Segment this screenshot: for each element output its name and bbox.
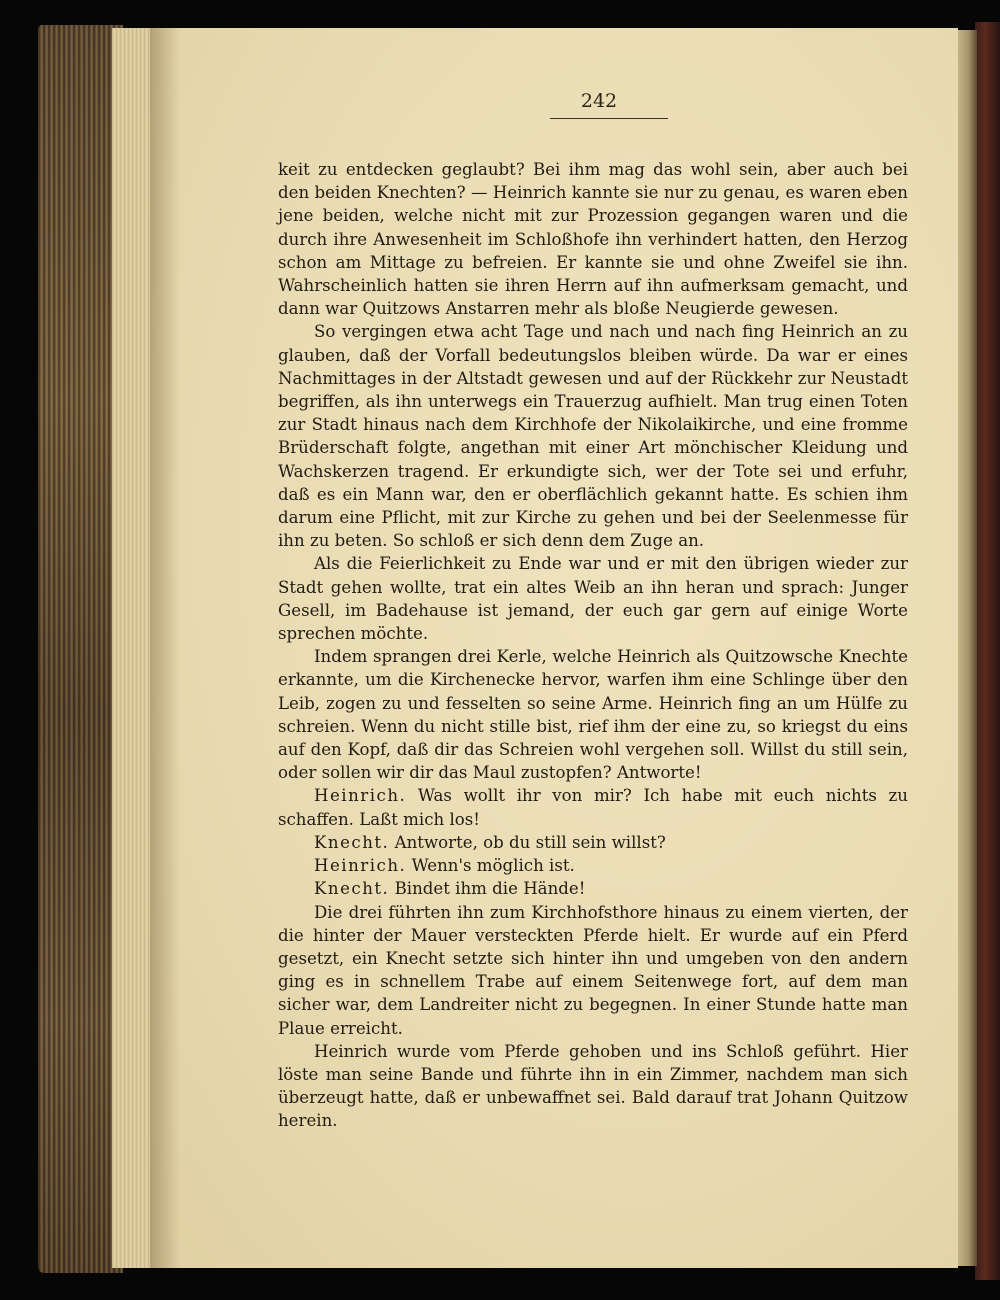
dialogue-line bbox=[278, 831, 908, 854]
speaker-name: Knecht. bbox=[314, 832, 390, 852]
dialogue-line bbox=[278, 854, 908, 877]
book-fore-edge bbox=[38, 25, 123, 1273]
speaker-name: Heinrich. bbox=[314, 856, 407, 876]
header-rule bbox=[550, 118, 668, 119]
page-number: 242 bbox=[580, 90, 618, 112]
speaker-name: Heinrich. bbox=[314, 786, 407, 806]
page-gutter bbox=[955, 30, 977, 1266]
paragraph: So vergingen etwa acht Tage und nach und nach fing Heinrich an zu glauben, daß der Vorfall bedeutungslos bleiben würde. Da war er eines Nachmittages in der Altstadt gewesen und auf der Rückkehr zur Neustadt begriffen, als ihn unterwegs ein Trauerzug aufhielt. Man trug einen Toten zur Stadt hinaus nach dem Kirchhofe der Nikolaikirche, und eine fromme Brüderschaft folgte, angethan mit einer Art mönchischer Kleidung und Wachskerzen tragend. Er erkundigte sich, wer der Tote sei und erfuhr, daß es ein Mann war, den er oberflächlich gekannt hatte. Es schien ihm darum eine Pflicht, mit zur Kirche zu gehen und bei der Seelenmesse für ihn zu beten. So schloß er sich denn dem Zuge an. bbox=[278, 322, 908, 551]
dialogue-text: Wenn's möglich ist. bbox=[411, 856, 575, 876]
body-text bbox=[278, 158, 908, 1133]
page-binding-shadow bbox=[150, 28, 180, 1268]
dialogue-text: Bindet ihm die Hände! bbox=[394, 879, 586, 899]
dialogue-text: Was wollt ihr von mir? Ich habe mit euch nichts zu schaffen. Laßt mich los! bbox=[278, 786, 908, 829]
paragraph: Indem sprangen drei Kerle, welche Heinrich als Quitzowsche Knechte erkannte, um die Kirchenecke hervor, warfen ihm eine Schlinge über den Leib, zogen zu und fesselten so seine Arme. Heinrich fing an um Hülfe zu schreien. Wenn du nicht stille bist, rief ihm der eine zu, so kriegst du eins auf den Kopf, daß dir das Schreien wohl vergehen soll. Willst du still sein, oder sollen wir dir das Maul zustopfen? Antworte! bbox=[278, 647, 908, 783]
book-cover-right bbox=[975, 22, 1000, 1280]
dialogue-line bbox=[278, 784, 908, 830]
paragraph: Die drei führten ihn zum Kirchhofsthore hinaus zu einem vierten, der die hinter der Mauer versteckten Pferde hielt. Er wurde auf ein Pferd gesetzt, ein Knecht setzte sich hinter ihn und umgeben von den andern ging es in schnellem Trabe auf einem Seitenwege fort, auf dem man sicher war, dem Landreiter nicht zu begegnen. In einer Stunde hatte man Plaue erreicht. bbox=[278, 902, 908, 1038]
paragraph: keit zu entdecken geglaubt? Bei ihm mag das wohl sein, aber auch bei den beiden Knechten? — Heinrich kannte sie nur zu genau, es waren eben jene beiden, welche nicht mit zur Prozession gegangen waren und die durch ihre Anwesenheit im Schloßhofe ihn verhindert hatten, den Herzog schon am Mittage zu befreien. Er kannte sie und ohne Zweifel sie ihn. Wahrscheinlich hatten sie ihren Herrn auf ihn aufmerksam gemacht, und dann war Quitzows Anstarren mehr als bloße Neugierde gewesen. bbox=[278, 160, 908, 319]
dialogue-text: Antworte, ob du still sein willst? bbox=[394, 832, 666, 852]
book-page bbox=[150, 28, 958, 1268]
dialogue-line bbox=[278, 877, 908, 900]
paragraph: Heinrich wurde vom Pferde gehoben und ins Schloß geführt. Hier löste man seine Bande und führte ihn in ein Zimmer, nachdem man sich überzeugt hatte, daß er unbewaffnet sei. Bald darauf trat Johann Quitzow herein. bbox=[278, 1041, 908, 1131]
paragraph: Als die Feierlichkeit zu Ende war und er mit den übrigen wieder zur Stadt gehen wollte, trat ein altes Weib an ihn heran und sprach: Junger Gesell, im Badehause ist jemand, der euch gar gern auf einige Worte sprechen möchte. bbox=[278, 554, 908, 644]
speaker-name: Knecht. bbox=[314, 879, 390, 899]
